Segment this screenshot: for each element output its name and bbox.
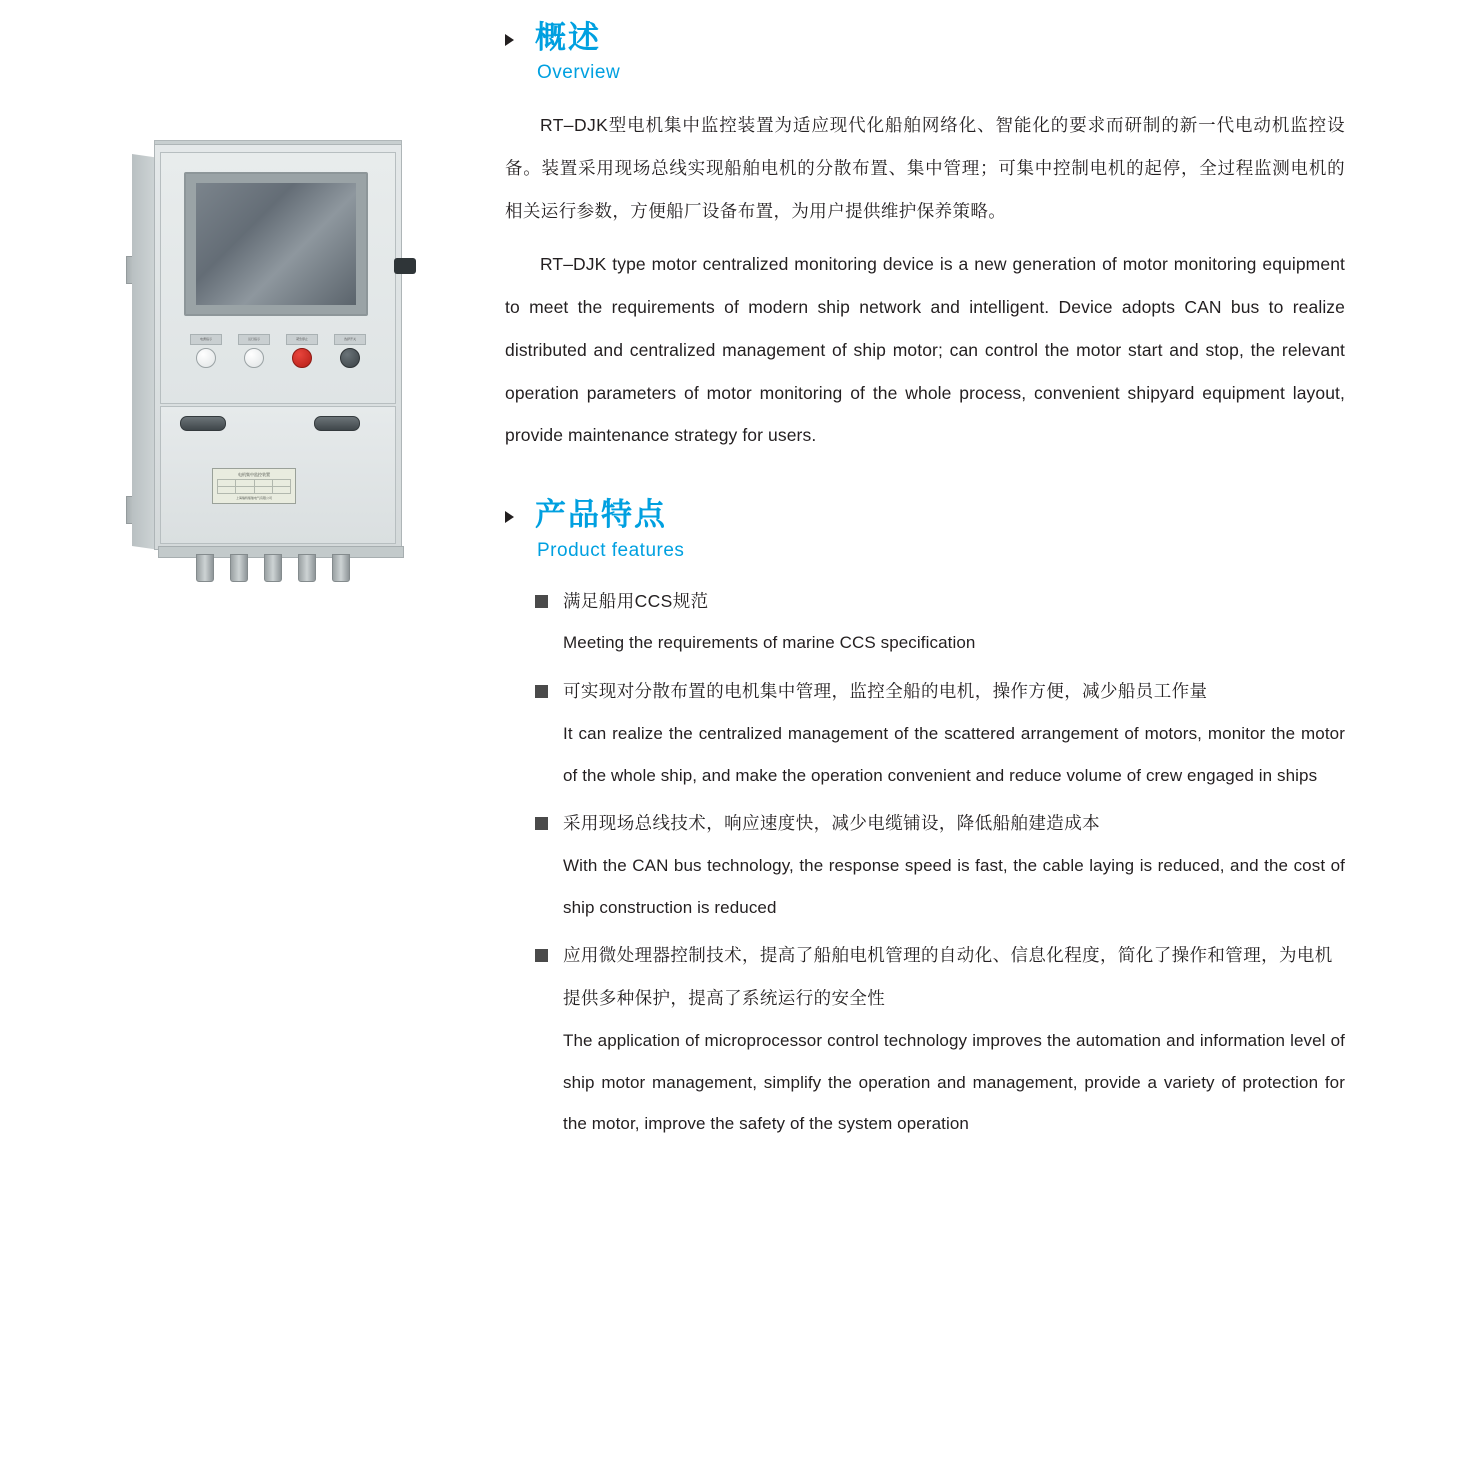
triangle-bullet-icon (505, 34, 514, 46)
feature-text-cn (535, 802, 1345, 845)
button-label-estop: 紧急停止 (286, 334, 318, 345)
nameplate-spec-grid (217, 479, 291, 494)
overview-paragraph-en: RT‒DJK type motor centralized monitoring device is a new generation of motor monitoring equipment to meet the requirements of modern ship network and intelligent. Device adopts CAN bus to realize distributed and centralized management of ship motor; can control the motor start and stop, the relevant operation parameters of motor monitoring of the whole process, convenient shipyard equipment layout, provide maintenance strategy for users. (505, 253, 1345, 446)
feature-label-cn: 应用微处理器控制技术，提高了船舶电机管理的自动化、信息化程度，简化了操作和管理，为电机提供多种保护，提高了系统运行的安全性 (563, 945, 1333, 1009)
cable-gland-2 (230, 554, 248, 582)
display-screen (196, 183, 356, 305)
square-bullet-icon (535, 817, 548, 830)
cable-gland-1 (196, 554, 214, 582)
selector-switch (340, 348, 360, 368)
section-header-overview (497, 18, 1377, 84)
content-column (497, 0, 1377, 1151)
feature-label-cn: 采用现场总线技术，响应速度快，减少电缆铺设，降低船舶建造成本 (563, 813, 1100, 834)
feature-label-cn: 满足船用CCS规范 (563, 590, 709, 611)
cable-gland-3 (264, 554, 282, 582)
cable-gland-5 (332, 554, 350, 582)
run-indicator-button (244, 348, 264, 368)
cable-gland-4 (298, 554, 316, 582)
feature-text-en: It can realize the centralized management of the scattered arrangement of motors, monitor the motor of the whole ship, and make the operation convenient and reduce volume of crew engaged in ships (563, 723, 1345, 785)
square-bullet-icon (535, 949, 548, 962)
nameplate-footer: 上海瑞特船舶电气有限公司 (235, 496, 272, 500)
section-title-en-overview: Overview (537, 62, 621, 84)
overview-paragraph-cn: RT‒DJK型电机集中监控装置为适应现代化船舶网络化、智能化的要求而研制的新一代电动机监控设备。装置采用现场总线实现船舶电机的分散布置、集中管理；可集中控制电机的起停，全过程监测电机的相关运行参数，方便船厂设备布置，为用户提供维护保养策略。 (505, 115, 1345, 222)
feature-text-en: The application of microprocessor control technology improves the automation and information level of ship motor management, simplify the operation and management, provide a variety of protection for the motor, improve the safety of the system operation (563, 1031, 1345, 1134)
feature-text-en: With the CAN bus technology, the response speed is fast, the cable laying is reduced, and the cost of ship construction is reduced (563, 856, 1345, 917)
triangle-bullet-icon-2 (505, 511, 514, 523)
button-label-selector: 选择开关 (334, 334, 366, 345)
feature-text-cn (535, 670, 1345, 713)
button-label-power: 电源指示 (190, 334, 222, 345)
product-image-column (0, 0, 480, 1463)
section-title-cn-features: 产品特点 (535, 497, 667, 533)
door-latch (394, 258, 416, 274)
feature-item (535, 580, 1345, 665)
feature-text-cn (535, 580, 1345, 623)
feature-text-en: Meeting the requirements of marine CCS specification (563, 633, 976, 653)
section-header-features (497, 495, 1377, 561)
nameplate-title: 电机集中监控装置 (238, 472, 270, 477)
feature-text-cn (535, 934, 1345, 1020)
button-label-run: 运行指示 (238, 334, 270, 345)
section-title-cn-overview: 概述 (535, 20, 601, 55)
door-handle-left (180, 416, 226, 431)
section-title-en-features: Product features (537, 539, 685, 561)
product-photo (118, 138, 418, 568)
feature-label-cn: 可实现对分散布置的电机集中管理，监控全船的电机，操作方便，减少船员工作量 (563, 681, 1208, 702)
feature-item (535, 934, 1345, 1145)
feature-list (535, 580, 1345, 1146)
nameplate (212, 468, 296, 504)
square-bullet-icon (535, 595, 548, 608)
feature-item (535, 670, 1345, 796)
emergency-stop-button (292, 348, 312, 368)
square-bullet-icon (535, 685, 548, 698)
feature-item (535, 802, 1345, 928)
display-bezel (184, 172, 368, 316)
control-button-row (188, 334, 368, 374)
door-handle-right (314, 416, 360, 431)
power-indicator-button (196, 348, 216, 368)
